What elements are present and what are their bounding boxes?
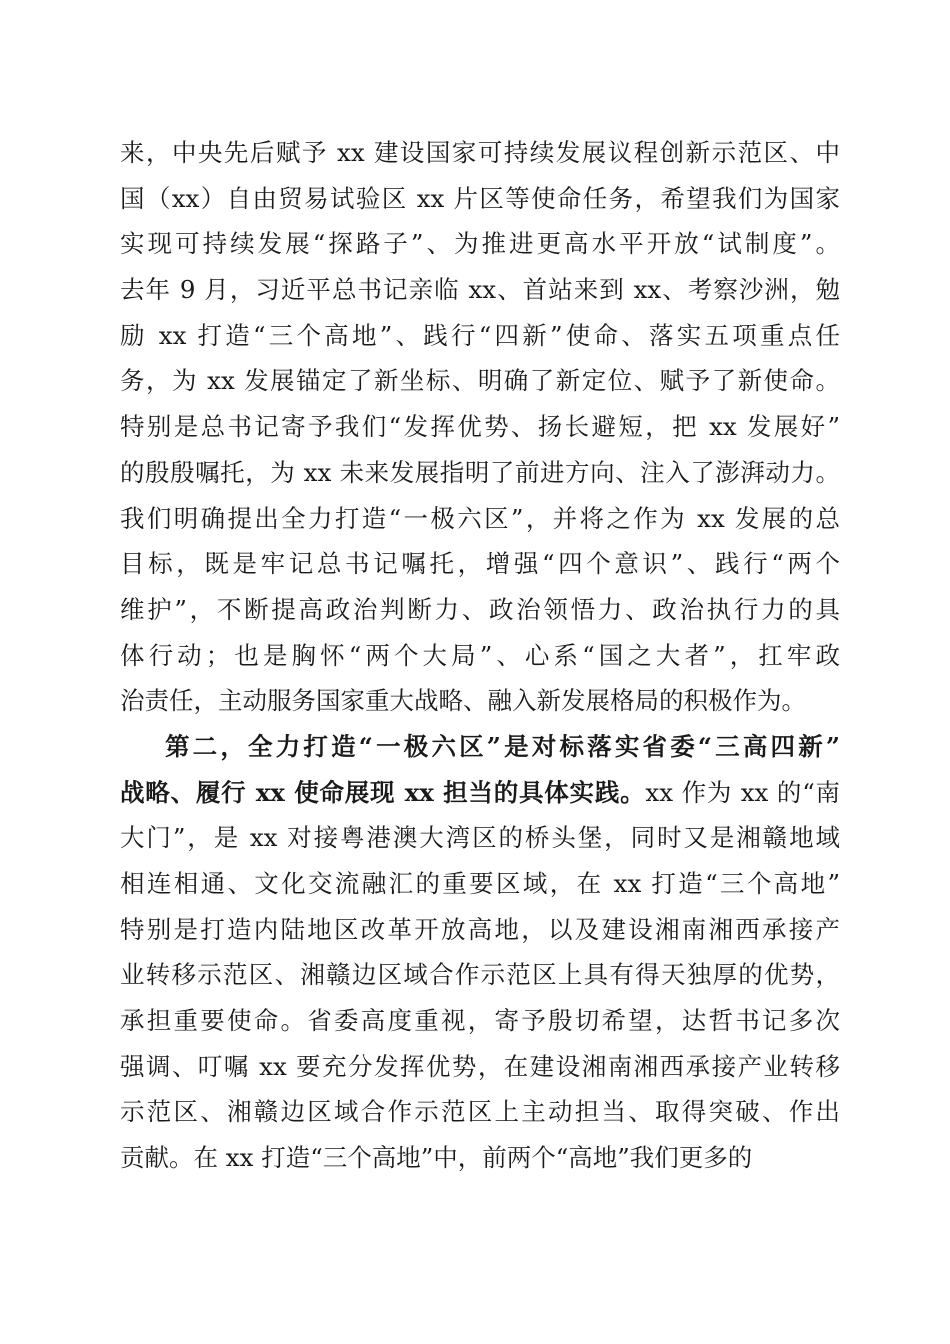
document-body	[120, 130, 840, 1181]
paragraph-2-heading-end: 战略、履行 xx 使命展现 xx 担当的具体实践。	[120, 777, 646, 807]
paragraph-2-line: 相连相通、文化交流融汇的重要区域，在 xx 打造“三个高地”	[120, 869, 840, 898]
paragraph-1-line: 特别是总书记寄予我们“发挥优势、扬长避短，把 xx 发展好”	[120, 412, 840, 442]
paragraph-1-line: 治责任，主动服务国家重大战略、融入新发展格局的积极作为。	[120, 686, 806, 716]
paragraph-1-line: 维护”，不断提高政治判断力、政治领悟力、政治执行力的具	[120, 594, 840, 624]
paragraph-2-line-rest: xx 作为 xx 的“南	[645, 777, 840, 807]
paragraph-1-line: 我们明确提出全力打造“一极六区”，并将之作为 xx 发展的总	[120, 503, 840, 533]
paragraph-2-line: 承担重要使命。省委高度重视，寄予殷切希望，达哲书记多次	[120, 1006, 840, 1036]
paragraph-2-line: 业转移示范区、湘赣边区域合作示范区上具有得天独厚的优势，	[120, 960, 840, 990]
paragraph-1-line: 务，为 xx 发展锚定了新坐标、明确了新定位、赋予了新使命。	[120, 366, 840, 396]
paragraph-2-line: 贡献。在 xx 打造“三个高地”中，前两个“高地”我们更多的	[120, 1143, 753, 1173]
paragraph-1-line: 的殷殷嘱托，为 xx 未来发展指明了前进方向、注入了澎湃动力。	[120, 457, 840, 487]
paragraph-2-heading-line: 第二，全力打造“一极六区”是对标落实省委“三高四新”	[165, 731, 840, 761]
paragraph-1-line: 实现可持续发展“探路子”、为推进更高水平开放“试制度”。	[120, 229, 840, 259]
paragraph-2-line: 示范区、湘赣边区域合作示范区上主动担当、取得突破、作出	[120, 1097, 840, 1127]
paragraph-2-line: 大门”，是 xx 对接粤港澳大湾区的桥头堡，同时又是湘赣地域	[120, 823, 840, 853]
paragraph-2-line: 强调、叮嘱 xx 要充分发挥优势，在建设湘南湘西承接产业转移	[120, 1051, 840, 1081]
paragraph-1-line: 来，中央先后赋予 xx 建设国家可持续发展议程创新示范区、中	[120, 138, 840, 167]
paragraph-1-line: 国（xx）自由贸易试验区 xx 片区等使命任务，希望我们为国家	[120, 183, 840, 213]
paragraph-1-line: 目标，既是牢记总书记嘱托，增强“四个意识”、践行“两个	[120, 549, 840, 579]
paragraph-1-line: 体行动；也是胸怀“两个大局”、心系“国之大者”，扛牢政	[120, 640, 840, 670]
paragraph-1-line: 励 xx 打造“三个高地”、践行“四新”使命、落实五项重点任	[120, 320, 840, 350]
paragraph-1-line: 去年 9 月，习近平总书记亲临 xx、首站来到 xx、考察沙洲，勉	[120, 275, 840, 305]
paragraph-2-line: 特别是打造内陆地区改革开放高地，以及建设湘南湘西承接产	[120, 914, 840, 944]
paragraph-2-line	[120, 770, 840, 816]
